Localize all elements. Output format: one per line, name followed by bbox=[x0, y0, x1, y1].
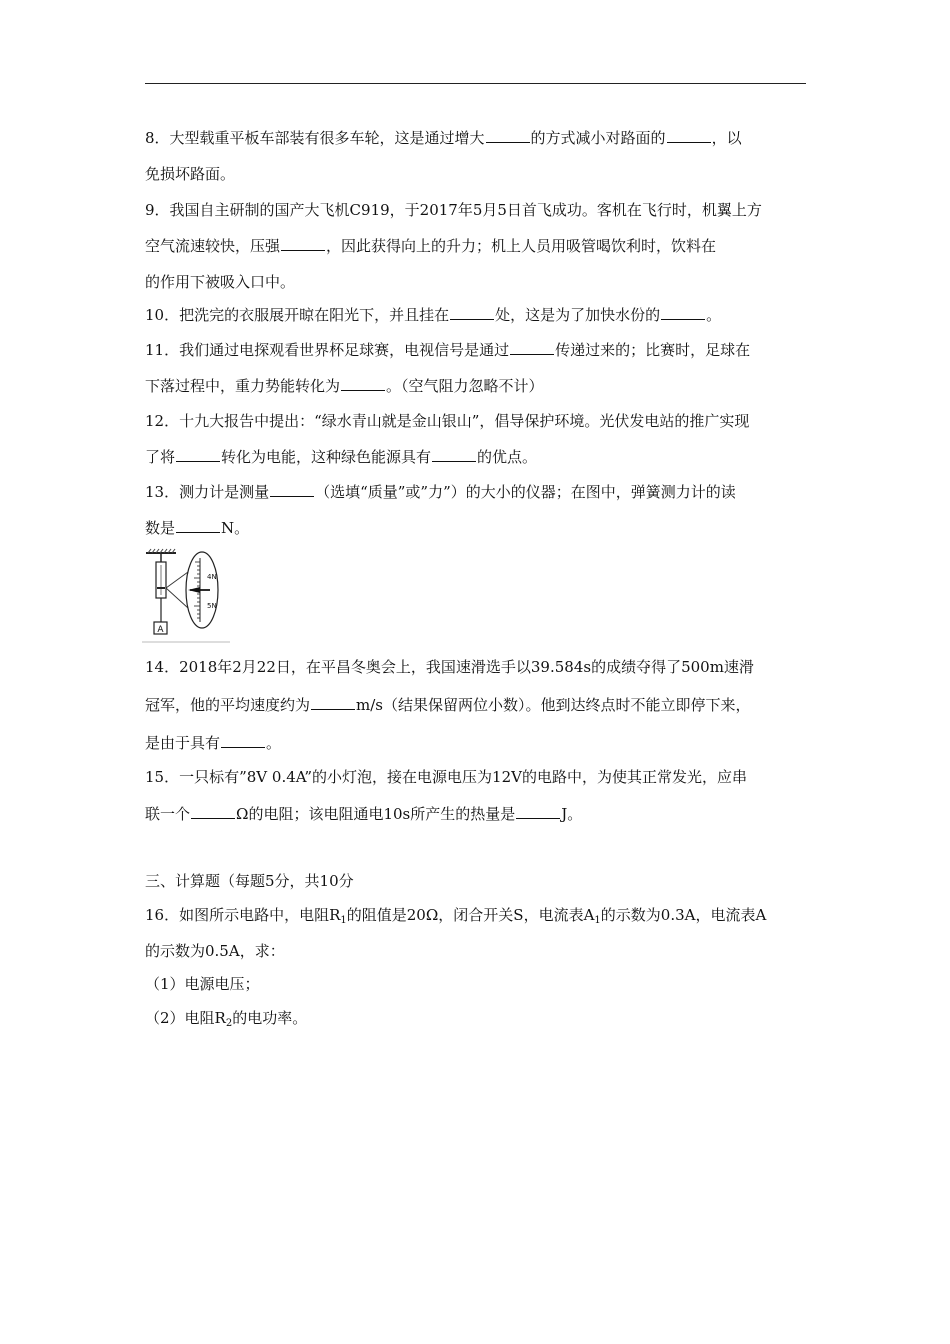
q13-text: （选填“质量”或”力”）的大小的仪器；在图中，弹簧测力计的读 bbox=[315, 483, 736, 501]
q9-blank-1[interactable] bbox=[281, 236, 325, 251]
q10-text: 10．把洗完的衣服展开晾在阳光下，并且挂在 bbox=[145, 306, 450, 324]
q11-blank-2[interactable] bbox=[341, 376, 385, 391]
q8-text: ，以 bbox=[711, 129, 742, 147]
q16-line2 bbox=[145, 941, 815, 961]
section-title: 三、计算题（每题5分，共10分 bbox=[145, 872, 354, 890]
spring-scale-figure bbox=[140, 548, 232, 644]
q13-line1 bbox=[145, 482, 815, 502]
q14-text: 是由于具有 bbox=[145, 734, 221, 752]
q16-item1 bbox=[145, 974, 815, 994]
q15-text: Ω的电阻；该电阻通电10s所产生的热量是 bbox=[236, 805, 516, 823]
q16-subscript: 1 bbox=[340, 915, 347, 926]
q14-text: 14．2018年2月22日，在平昌冬奥会上，我国速滑选手以39.584s的成绩夺得了500m速滑 bbox=[145, 658, 754, 676]
q16-text: 的示数为0.3A，电流表A bbox=[600, 906, 767, 924]
q14-blank-1[interactable] bbox=[311, 695, 355, 710]
q13-line2 bbox=[145, 518, 815, 538]
q14-blank-2[interactable] bbox=[221, 733, 265, 748]
q9-line2 bbox=[145, 236, 815, 256]
q8-line2 bbox=[145, 164, 815, 184]
q10-blank-2[interactable] bbox=[661, 305, 705, 320]
q12-text: 转化为电能，这种绿色能源具有 bbox=[221, 448, 432, 466]
section3-title bbox=[145, 871, 815, 891]
q15-line2 bbox=[145, 804, 815, 824]
q16-line1 bbox=[145, 905, 815, 925]
q15-line1 bbox=[145, 767, 815, 787]
q8-blank-2[interactable] bbox=[667, 128, 711, 143]
q8-text: 的方式减小对路面的 bbox=[530, 129, 666, 147]
q16-subquestion: （2）电阻R bbox=[145, 1009, 226, 1027]
q14-text: 。 bbox=[266, 734, 282, 752]
q12-line1 bbox=[145, 411, 815, 431]
q16-subscript: 1 bbox=[594, 915, 601, 926]
q9-line1 bbox=[145, 200, 815, 220]
q15-text: 联一个 bbox=[145, 805, 191, 823]
scale-label-4n: 4N bbox=[207, 573, 217, 581]
q14-line2 bbox=[145, 695, 815, 715]
scale-label-5n: 5N bbox=[207, 602, 217, 610]
q13-text: 数是 bbox=[145, 519, 176, 537]
q11-blank-1[interactable] bbox=[510, 340, 554, 355]
q16-subquestion: 的电功率。 bbox=[232, 1009, 308, 1027]
q8-text: 免损坏路面。 bbox=[145, 165, 236, 183]
q11-line1 bbox=[145, 340, 815, 360]
q11-text: 11．我们通过电探观看世界杯足球赛，电视信号是通过 bbox=[145, 341, 510, 359]
q8-line1 bbox=[145, 128, 815, 148]
block-label: A bbox=[157, 625, 164, 635]
q9-text: 9．我国自主研制的国产大飞机C919，于2017年5月5日首飞成功。客机在飞行时，机翼上方 bbox=[145, 201, 762, 219]
q16-text: 16．如图所示电路中，电阻R bbox=[145, 906, 341, 924]
q10-blank-1[interactable] bbox=[450, 305, 494, 320]
q12-blank-2[interactable] bbox=[432, 447, 476, 462]
q12-line2 bbox=[145, 447, 815, 467]
q16-subquestion: （1）电源电压； bbox=[145, 975, 260, 993]
q11-line2 bbox=[145, 376, 815, 396]
q16-text: 的示数为0.5A，求： bbox=[145, 942, 285, 960]
q12-text: 12．十九大报告中提出：“绿水青山就是金山银山”，倡导保护环境。光伏发电站的推广实现 bbox=[145, 412, 750, 430]
q13-text: 13．测力计是测量 bbox=[145, 483, 270, 501]
q9-text: 的作用下被吸入口中。 bbox=[145, 273, 296, 291]
q9-line3 bbox=[145, 272, 815, 292]
q11-text: 下落过程中，重力势能转化为 bbox=[145, 377, 341, 395]
q13-text: N。 bbox=[221, 519, 250, 537]
q9-text: ，因此获得向上的升力；机上人员用吸管喝饮利时，饮料在 bbox=[326, 237, 717, 255]
q11-text: 。（空气阻力忽略不计） bbox=[386, 377, 544, 395]
q12-blank-1[interactable] bbox=[176, 447, 220, 462]
q15-text: J。 bbox=[561, 805, 583, 823]
q15-text: 15．一只标有”8V 0.4A”的小灯泡，接在电源电压为12V的电路中，为使其正常发光，应串 bbox=[145, 768, 747, 786]
q13-blank-1[interactable] bbox=[270, 482, 314, 497]
q8-text: 8．大型载重平板车部装有很多车轮，这是通过增大 bbox=[145, 129, 485, 147]
q15-blank-2[interactable] bbox=[516, 804, 560, 819]
q16-item2 bbox=[145, 1008, 815, 1028]
q14-line1 bbox=[145, 657, 815, 677]
q13-blank-2[interactable] bbox=[176, 518, 220, 533]
q8-blank-1[interactable] bbox=[486, 128, 530, 143]
q14-line3 bbox=[145, 733, 815, 753]
q16-subscript: 2 bbox=[225, 1018, 233, 1029]
q15-blank-1[interactable] bbox=[191, 804, 235, 819]
q10-line1 bbox=[145, 305, 815, 325]
q14-text: 冠军，他的平均速度约为 bbox=[145, 696, 311, 714]
q16-text: 的阻值是20Ω，闭合开关S，电流表A bbox=[346, 906, 595, 924]
header-rule bbox=[145, 83, 806, 84]
q12-text: 的优点。 bbox=[477, 448, 538, 466]
q11-text: 传递过来的；比赛时，足球在 bbox=[555, 341, 751, 359]
q14-text: m/s（结果保留两位小数）。他到达终点时不能立即停下来， bbox=[356, 696, 751, 714]
q10-text: 。 bbox=[706, 306, 722, 324]
q10-text: 处，这是为了加快水份的 bbox=[495, 306, 661, 324]
q12-text: 了将 bbox=[145, 448, 176, 466]
q9-text: 空气流速较快，压强 bbox=[145, 237, 281, 255]
